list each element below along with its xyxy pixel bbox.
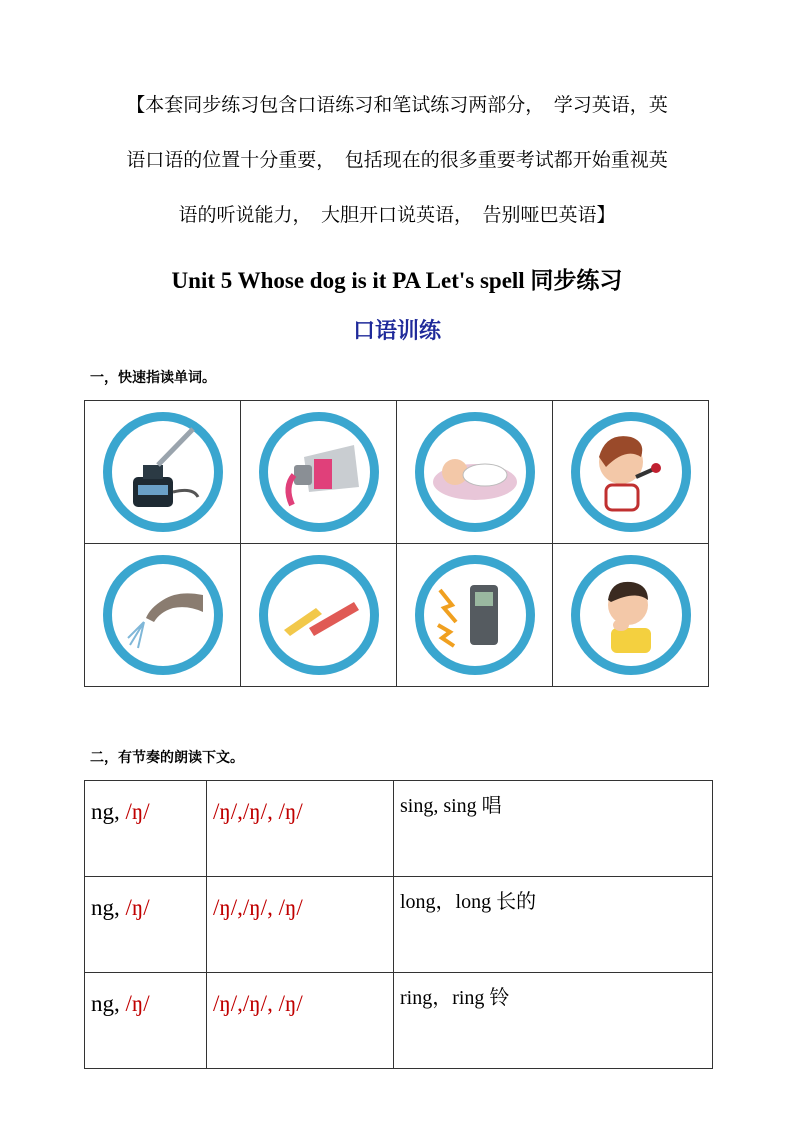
letters-text: ng, xyxy=(91,895,120,920)
word-cell: long，long 长的 xyxy=(394,877,713,973)
letters-text: ng, xyxy=(91,799,120,824)
letters-text: ng, xyxy=(91,991,120,1016)
ipa-text: /ŋ/ xyxy=(125,991,150,1016)
word-cell: ring，ring 铃 xyxy=(394,973,713,1069)
section-subtitle: 口语训练 xyxy=(352,319,441,344)
ink-bottle-icon xyxy=(98,407,228,537)
chant-cell: /ŋ/,/ŋ/, /ŋ/ xyxy=(207,973,394,1069)
picture-cell xyxy=(553,544,709,687)
page-title: Unit 5 Whose dog is it PA Let's spell 同步练习 xyxy=(171,268,623,293)
rulers-icon xyxy=(254,550,384,680)
picture-grid xyxy=(84,400,709,687)
picture-cell xyxy=(553,401,709,544)
table-row xyxy=(85,781,713,877)
word-cell: sing, sing 唱 xyxy=(394,781,713,877)
picture-cell xyxy=(241,401,397,544)
picture-cell xyxy=(397,544,553,687)
table-row xyxy=(85,973,713,1069)
letters-cell xyxy=(85,877,207,973)
ipa-text: /ŋ/ xyxy=(125,799,150,824)
ipa-text: /ŋ/ xyxy=(125,895,150,920)
intro-paragraph xyxy=(84,78,710,243)
letters-cell xyxy=(85,781,207,877)
letters-cell xyxy=(85,973,207,1069)
picture-cell xyxy=(241,544,397,687)
chant-cell: /ŋ/,/ŋ/, /ŋ/ xyxy=(207,781,394,877)
intro-line-1: 【本套同步练习包含口语练习和笔试练习两部分， 学习英语，英 xyxy=(126,94,668,116)
intro-line-3: 语的听说能力， 大胆开口说英语， 告别哑巴英语】 xyxy=(178,204,616,226)
sleeping-baby-icon xyxy=(410,407,540,537)
boy-thinking-icon xyxy=(566,550,696,680)
girl-singing-icon xyxy=(566,407,696,537)
picture-cell xyxy=(85,544,241,687)
trunk-spraying-icon xyxy=(98,550,228,680)
intro-line-2: 语口语的位置十分重要， 包括现在的很多重要考试都开始重视英 xyxy=(126,149,668,171)
picture-cell xyxy=(85,401,241,544)
chant-cell: /ŋ/,/ŋ/, /ŋ/ xyxy=(207,877,394,973)
chant-table xyxy=(84,780,713,1069)
section-1-heading: 一，快速指读单词。 xyxy=(90,370,216,386)
section-2-heading: 二，有节奏的朗读下文。 xyxy=(90,750,244,766)
paint-tube-icon xyxy=(254,407,384,537)
picture-cell xyxy=(397,401,553,544)
table-row xyxy=(85,877,713,973)
ringing-phone-icon xyxy=(410,550,540,680)
